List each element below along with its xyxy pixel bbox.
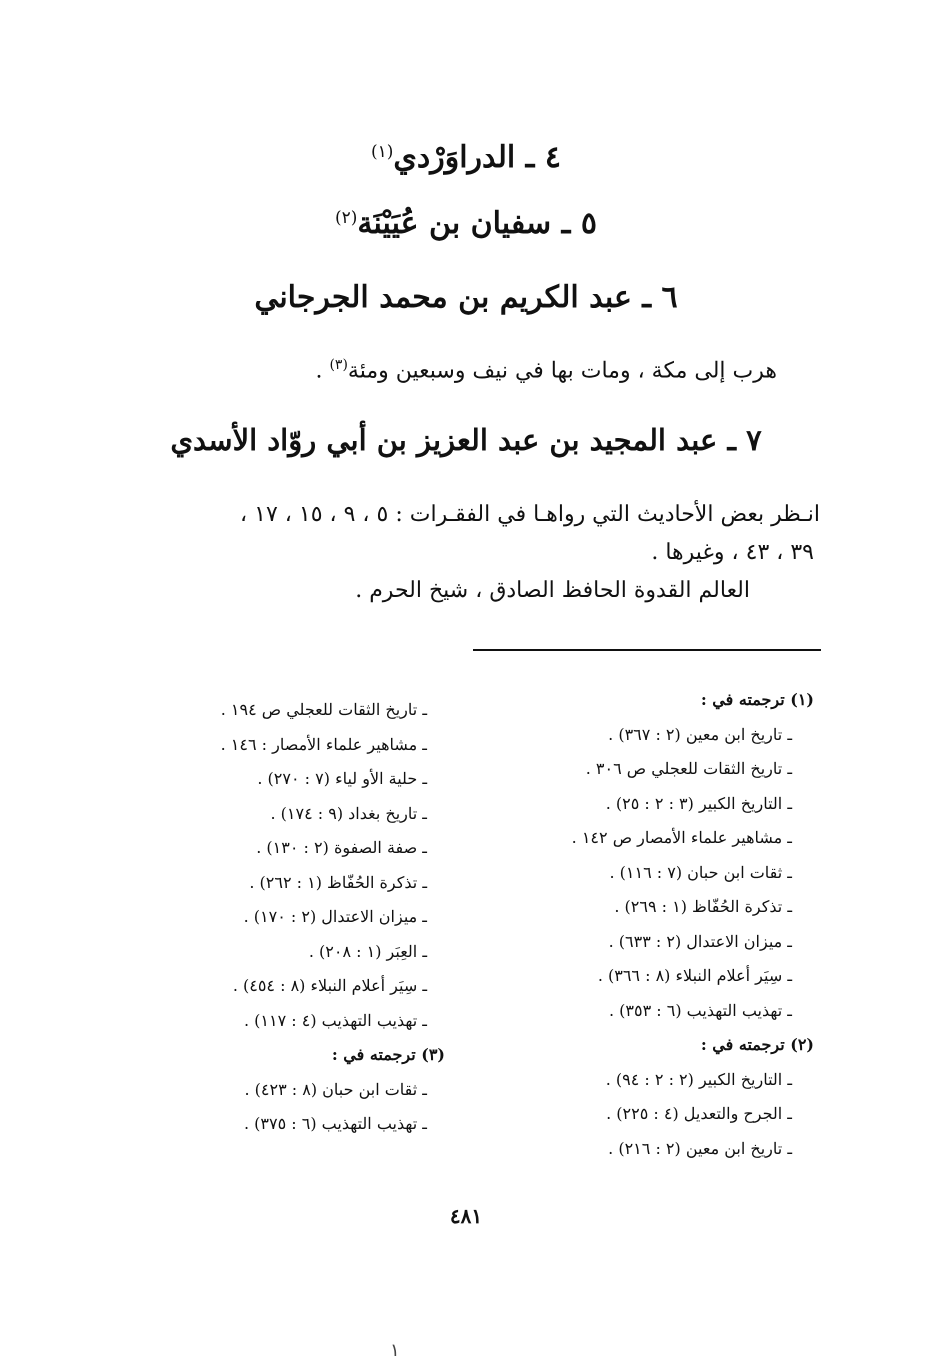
footnote-source: ـ سِيَر أعلام النبلاء (٨ : ٣٦٦) . bbox=[597, 966, 792, 985]
footnote-head: (٢) ترجمته في : bbox=[700, 1035, 814, 1054]
paragraph-end: . bbox=[315, 358, 330, 384]
footnote-source: ـ العِبَر (١ : ٢٠٨) . bbox=[308, 941, 427, 961]
paragraph-7-line-2 bbox=[651, 538, 814, 568]
footnote-source: ـ تاريخ ابن معين (٢ : ٢١٦) . bbox=[608, 1138, 792, 1158]
heading-text: ٧ ـ عبد المجيد بن عبد العزيز بن أبي روّاد الأسدي bbox=[170, 423, 762, 457]
footnote-source: ـ ميزان الاعتدال (٢ : ٦٣٣) . bbox=[608, 931, 792, 951]
footnote-source: ـ تاريخ بغداد (٩ : ١٧٤) . bbox=[270, 803, 427, 823]
footnote-source: ـ حلية الأو لياء (٧ : ٢٧٠) . bbox=[257, 769, 427, 788]
footnote-source: ـ تهذيب التهذيب (٦ : ٣٥٣) . bbox=[608, 1000, 792, 1020]
heading-4 bbox=[150, 132, 782, 178]
footnote-source: ـ تهذيب التهذيب (٦ : ٣٧٥) . bbox=[243, 1114, 427, 1133]
paragraph-text: ٣٩ ، ٤٣ ، وغيرها . bbox=[651, 540, 814, 565]
footnote-source: ـ مشاهير علماء الأمصار ص ١٤٢ . bbox=[571, 828, 792, 847]
footnote-source: ـ ثقات ابن حبان (٨ : ٤٢٣) . bbox=[244, 1079, 427, 1099]
footnote-source: ـ التاريخ الكبير (٢ : ٢ : ٩٤) . bbox=[605, 1069, 792, 1089]
paragraph-6 bbox=[315, 350, 777, 386]
footnote-head: (١) ترجمته في : bbox=[700, 690, 814, 709]
page-number: ٤٨١ bbox=[449, 1204, 483, 1228]
paragraph-text: هرب إلى مكة ، ومات بها في نيف وسبعين ومئة bbox=[347, 358, 777, 384]
paragraph-text: انـظر بعض الأحاديث التي رواهـا في الفقـرات : ٥ ، ٩ ، ١٥ ، ١٧ ، bbox=[240, 502, 820, 527]
stray-mark: ١ bbox=[390, 1340, 400, 1361]
paragraph-text: العالم القدوة الحافظ الصادق ، شيخ الحرم . bbox=[355, 578, 750, 603]
footnote-ref: (٢) bbox=[335, 208, 358, 228]
footnote-ref: (٣) bbox=[329, 357, 348, 373]
heading-text: ٥ ـ سفيان بن عُيَيْنَة bbox=[357, 206, 597, 241]
heading-6 bbox=[150, 278, 782, 318]
footnote-source: ـ ثقات ابن حبان (٧ : ١١٦) . bbox=[609, 862, 792, 882]
footnote-source: ـ سِيَر أعلام النبلاء (٨ : ٤٥٤) . bbox=[232, 976, 427, 995]
footnotes-left-column bbox=[97, 693, 445, 1142]
footnote-source: ـ مشاهير علماء الأمصار : ١٤٦ . bbox=[220, 734, 427, 754]
footnote-divider bbox=[473, 649, 821, 651]
footnote-source: ـ تاريخ ابن معين (٢ : ٣٦٧) . bbox=[608, 724, 792, 744]
footnote-source: ـ ميزان الاعتدال (٢ : ١٧٠) . bbox=[243, 907, 427, 926]
footnotes-right-column bbox=[454, 683, 814, 1166]
heading-7 bbox=[150, 420, 782, 460]
footnote-source: ـ صفة الصفوة (٢ : ١٣٠) . bbox=[256, 838, 427, 857]
heading-text: ٤ ـ الدراوَرْدي bbox=[393, 140, 562, 175]
footnote-source: ـ الجرح والتعديل (٤ : ٢٢٥) . bbox=[606, 1104, 792, 1123]
footnote-head: (٣) ترجمته في : bbox=[331, 1045, 445, 1064]
footnote-source: ـ التاريخ الكبير (٣ : ٢ : ٢٥) . bbox=[605, 793, 792, 813]
footnote-ref: (١) bbox=[370, 142, 394, 162]
heading-5 bbox=[150, 198, 782, 244]
paragraph-7-line-1 bbox=[240, 500, 820, 530]
heading-text: ٦ ـ عبد الكريم بن محمد الجرجاني bbox=[254, 280, 678, 315]
footnote-source: ـ تذكرة الحُفّاظ (١ : ٢٦٢) . bbox=[249, 872, 427, 892]
paragraph-7-line-3 bbox=[355, 576, 750, 606]
footnote-source: ـ تاريخ الثقات للعجلي ص ١٩٤ . bbox=[220, 700, 427, 719]
footnote-source: ـ تاريخ الثقات للعجلي ص ٣٠٦ . bbox=[585, 759, 792, 778]
footnote-source: ـ تهذيب التهذيب (٤ : ١١٧) . bbox=[243, 1010, 427, 1030]
footnote-source: ـ تذكرة الحُفّاظ (١ : ٢٦٩) . bbox=[614, 897, 792, 916]
